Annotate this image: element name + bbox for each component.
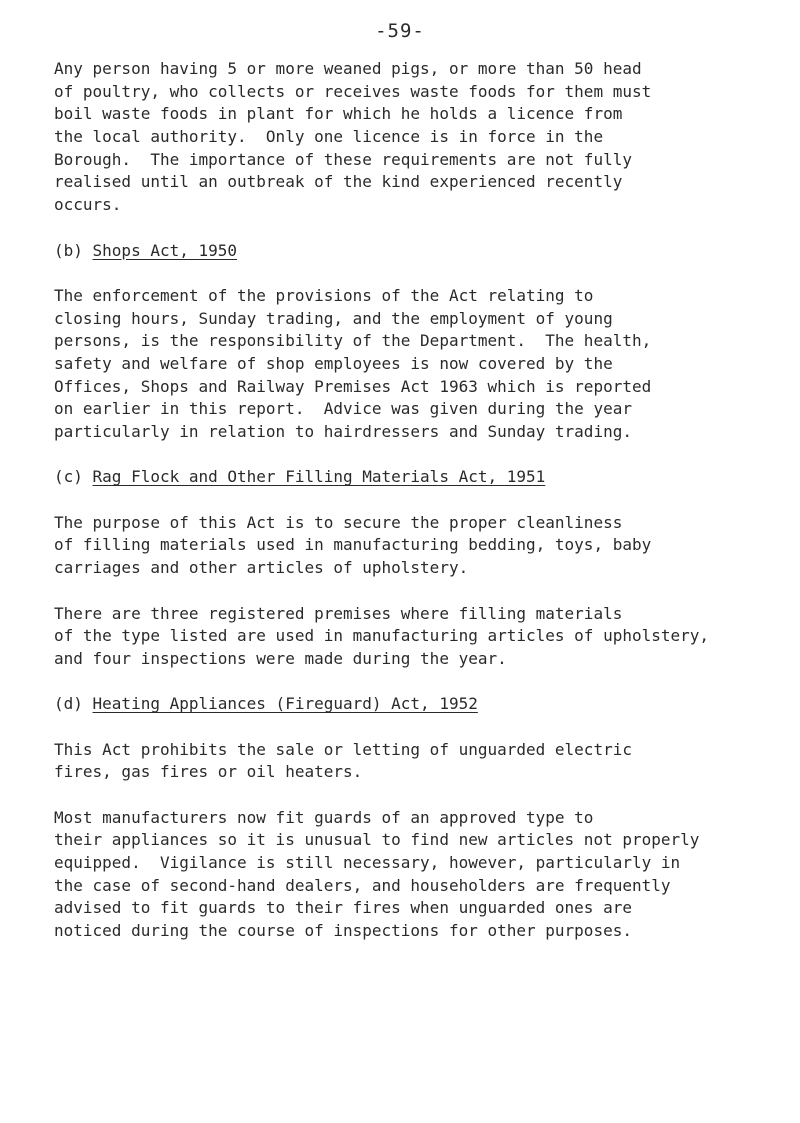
page-number: -59- <box>375 20 425 42</box>
text-line: This Act prohibits the sale or letting of unguarded electric <box>54 739 632 759</box>
text-line: Most manufacturers now fit guards of an approved type to <box>54 807 594 827</box>
text-line: fires, gas fires or oil heaters. <box>54 762 363 782</box>
section-title: Heating Appliances (Fireguard) Act, 1952 <box>92 694 478 714</box>
section-b <box>54 240 794 444</box>
text-line: Offices, Shops and Railway Premises Act 1963 which is reported <box>54 376 652 396</box>
text-line: carriages and other articles of upholstery. <box>54 558 469 578</box>
section-heading <box>54 466 794 489</box>
text-line: of filling materials used in manufacturing bedding, toys, baby <box>54 535 652 555</box>
document-body <box>54 58 794 943</box>
section-d <box>54 693 794 943</box>
text-line: of poultry, who collects or receives waste foods for them must <box>54 81 652 101</box>
section-c <box>54 466 794 670</box>
text-line: equipped. Vigilance is still necessary, however, particularly in <box>54 853 681 873</box>
section-label: (c) <box>54 467 93 487</box>
text-line: Any person having 5 or more weaned pigs, or more than 50 head <box>54 59 642 78</box>
section-heading <box>54 240 794 263</box>
text-line: and four inspections were made during the year. <box>54 648 507 668</box>
text-line: occurs. <box>54 195 122 215</box>
text-line: noticed during the course of inspections for other purposes. <box>54 921 632 941</box>
text-line: The purpose of this Act is to secure the proper cleanliness <box>54 512 623 532</box>
text-line: the case of second-hand dealers, and householders are frequently <box>54 875 671 895</box>
text-line: their appliances so it is unusual to find new articles not properly <box>54 830 700 850</box>
text-line: Borough. The importance of these requirements are not fully <box>54 149 632 169</box>
section-heading <box>54 693 794 716</box>
text-line: advised to fit guards to their fires when unguarded ones are <box>54 898 632 918</box>
text-line: particularly in relation to hairdressers and Sunday trading. <box>54 422 632 441</box>
text-line: safety and welfare of shop employees is now covered by the <box>54 353 613 373</box>
section-label: (b) <box>54 240 93 260</box>
text-line: boil waste foods in plant for which he holds a licence from <box>54 104 623 124</box>
section-title: Rag Flock and Other Filling Materials Act, 1951 <box>92 467 546 487</box>
paragraph-intro <box>54 58 794 217</box>
section-label: (d) <box>54 694 93 714</box>
text-line: on earlier in this report. Advice was given during the year <box>54 399 632 419</box>
text-line: closing hours, Sunday trading, and the employment of young <box>54 308 613 328</box>
text-line: persons, is the responsibility of the Department. The health, <box>54 331 652 351</box>
text-line: realised until an outbreak of the kind experienced recently <box>54 172 623 192</box>
text-line: The enforcement of the provisions of the Act relating to <box>54 285 594 305</box>
section-title: Shops Act, 1950 <box>92 240 238 260</box>
text-line: the local authority. Only one licence is in force in the <box>54 127 604 147</box>
text-line: of the type listed are used in manufacturing articles of upholstery, <box>54 626 710 646</box>
text-line: There are three registered premises where filling materials <box>54 603 623 623</box>
